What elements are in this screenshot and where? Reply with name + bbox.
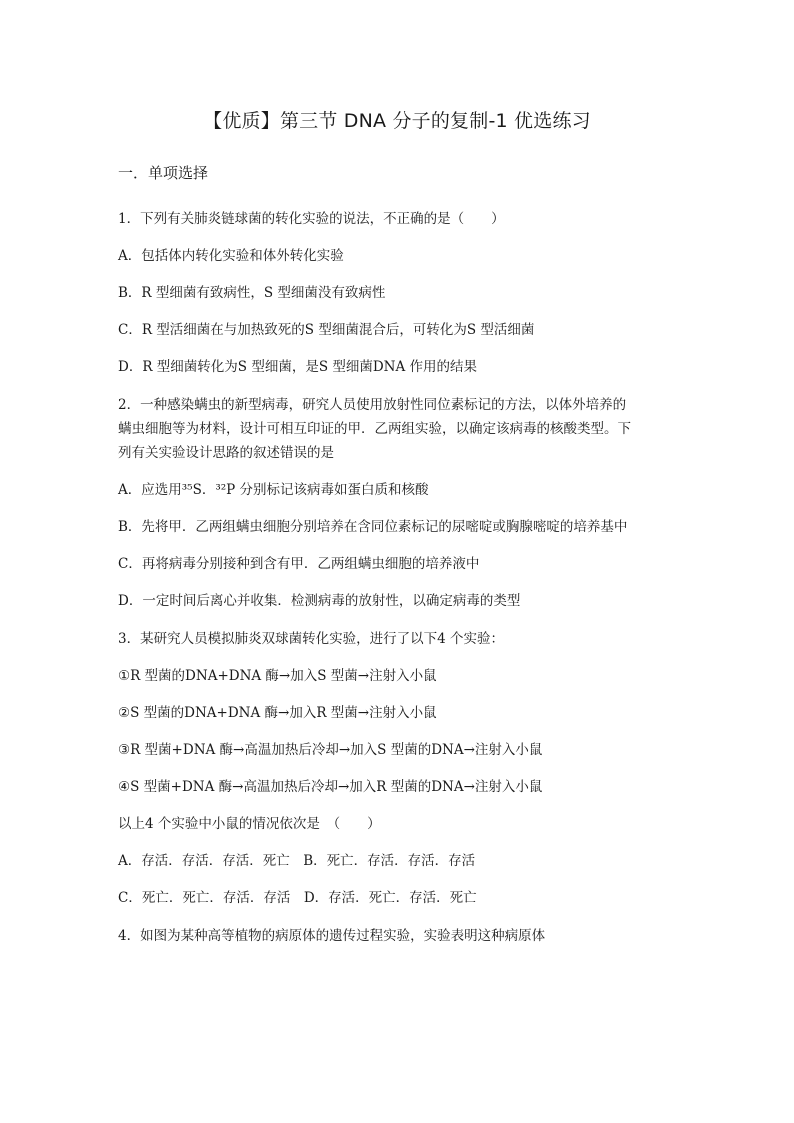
section-heading: 一．单项选择 bbox=[118, 164, 209, 182]
question-2-option-d: D．一定时间后离心并收集．检测病毒的放射性，以确定病毒的类型 bbox=[118, 593, 521, 609]
question-1-option-b: B．R 型细菌有致病性，S 型细菌没有致病性 bbox=[118, 285, 386, 301]
question-1-option-a: A．包括体内转化实验和体外转化实验 bbox=[118, 248, 344, 264]
question-1-option-d: D．R 型细菌转化为S 型细菌，是S 型细菌DNA 作用的结果 bbox=[118, 359, 478, 375]
question-3-experiment-1: ①R 型菌的DNA+DNA 酶→加入S 型菌→注射入小鼠 bbox=[118, 668, 437, 684]
question-3-options-ab: A．存活．存活．存活．死亡 B．死亡．存活．存活．存活 bbox=[118, 853, 476, 869]
question-3-experiment-2: ②S 型菌的DNA+DNA 酶→加入R 型菌→注射入小鼠 bbox=[118, 705, 437, 721]
question-2-option-c: C．再将病毒分别接种到含有甲．乙两组螨虫细胞的培养液中 bbox=[118, 556, 480, 572]
question-2-option-b: B．先将甲．乙两组螨虫细胞分别培养在含同位素标记的尿嘧啶或胸腺嘧啶的培养基中 bbox=[118, 519, 628, 535]
question-2-option-a: A．应选用³⁵S．³²P 分别标记该病毒如蛋白质和核酸 bbox=[118, 482, 429, 498]
question-2-stem-line-1: 2．一种感染螨虫的新型病毒，研究人员使用放射性同位素标记的方法，以体外培养的 bbox=[118, 397, 627, 413]
question-3-experiment-3: ③R 型菌+DNA 酶→高温加热后冷却→加入S 型菌的DNA→注射入小鼠 bbox=[118, 742, 543, 758]
question-3-experiment-4: ④S 型菌+DNA 酶→高温加热后冷却→加入R 型菌的DNA→注射入小鼠 bbox=[118, 779, 543, 795]
document-title: 【优质】第三节 DNA 分子的复制-1 优选练习 bbox=[203, 110, 591, 132]
question-1-option-c: C．R 型活细菌在与加热致死的S 型细菌混合后，可转化为S 型活细菌 bbox=[118, 322, 535, 338]
question-3-prompt: 以上4 个实验中小鼠的情况依次是 （ ） bbox=[118, 816, 381, 832]
question-4-stem: 4．如图为某种高等植物的病原体的遗传过程实验，实验表明这种病原体 bbox=[118, 928, 546, 944]
question-1-stem: 1．下列有关肺炎链球菌的转化实验的说法，不正确的是（ ） bbox=[118, 211, 505, 227]
question-3-options-cd: C．死亡．死亡．存活．存活 D．存活．死亡．存活．死亡 bbox=[118, 890, 477, 906]
question-2-stem-line-2: 螨虫细胞等为材料，设计可相互印证的甲．乙两组实验，以确定该病毒的核酸类型。下 bbox=[118, 421, 631, 437]
question-3-stem: 3．某研究人员模拟肺炎双球菌转化实验，进行了以下4 个实验： bbox=[118, 631, 504, 647]
question-2-stem-line-3: 列有关实验设计思路的叙述错误的是 bbox=[118, 445, 334, 461]
